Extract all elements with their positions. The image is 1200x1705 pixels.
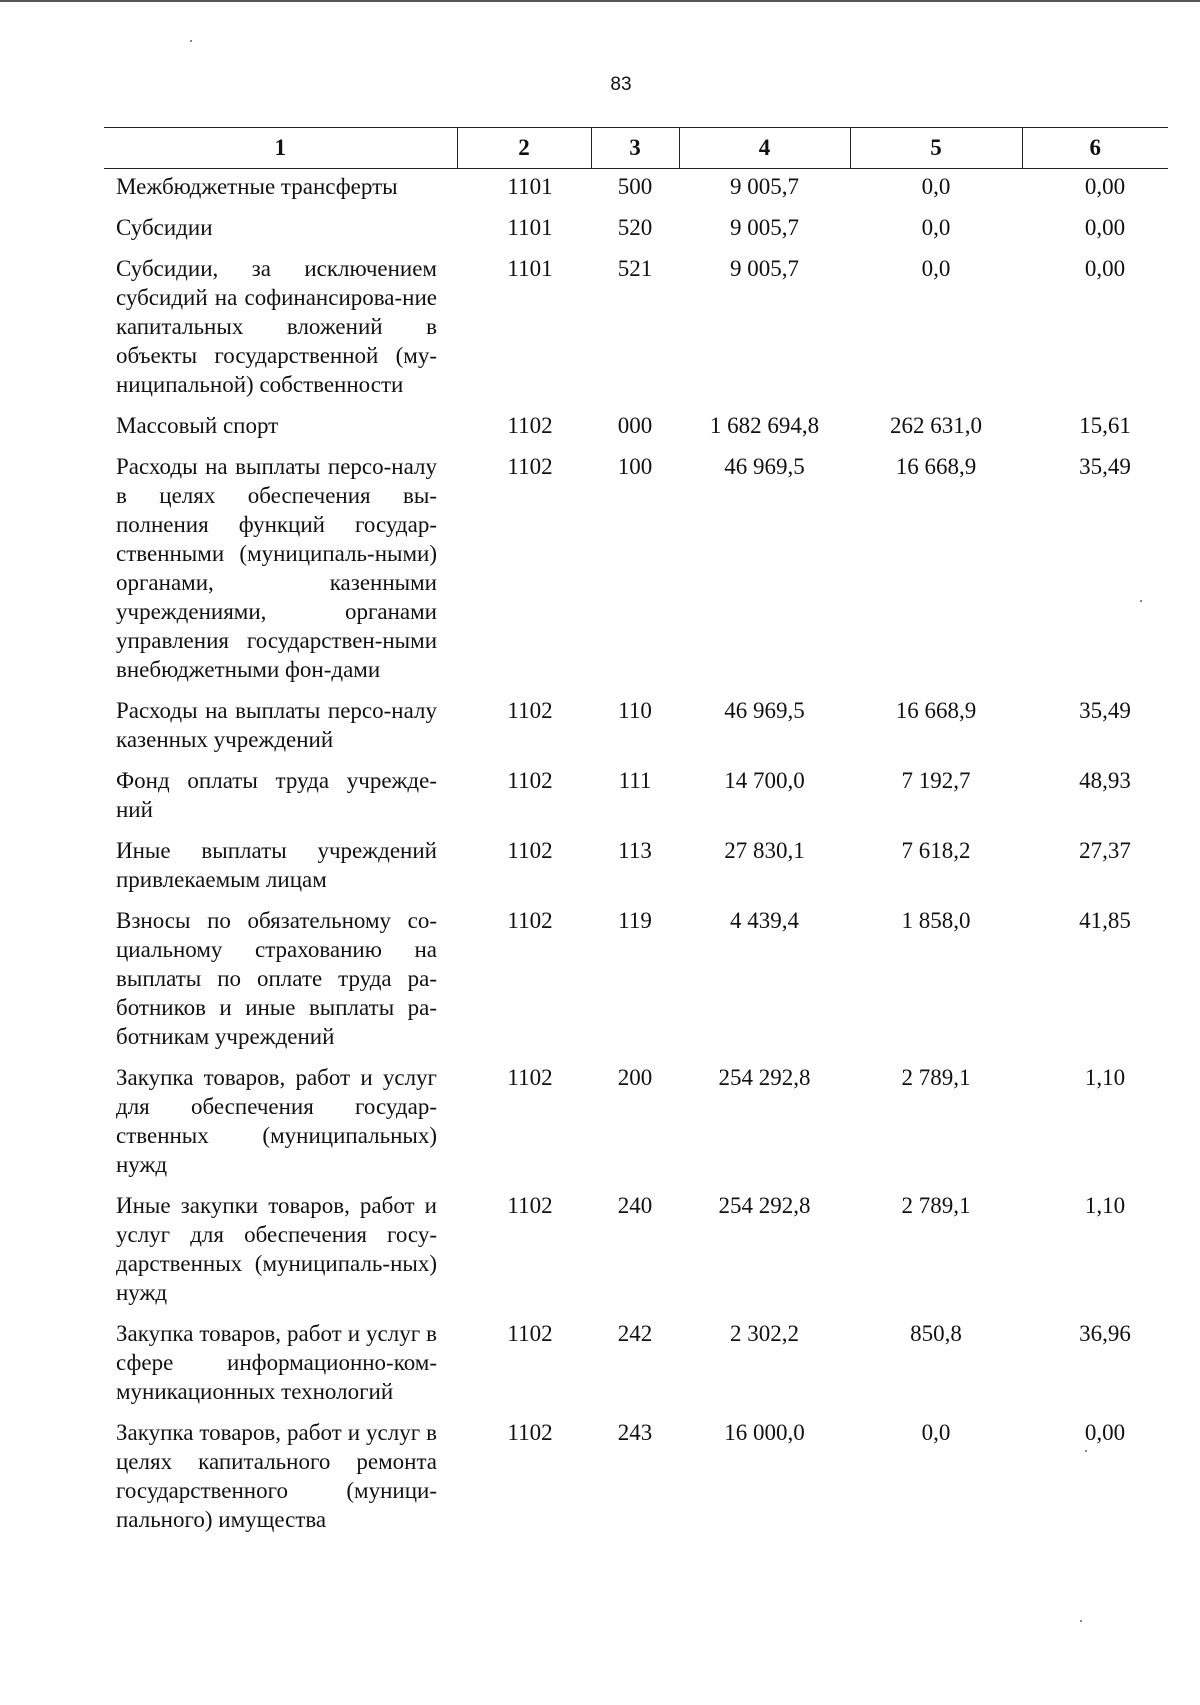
row-name: Массовый спорт	[116, 413, 279, 438]
table-row	[104, 1311, 1168, 1410]
row-name: Субсидии, за исключением субсидий на софинансирова-ние капитальных вложений в объекты государственной (му-ниципальной) собственности	[116, 256, 437, 397]
row-percent: 0,00	[1084, 174, 1126, 199]
row-percent: 35,49	[1079, 454, 1131, 479]
row-name: Расходы на выплаты персо-налу в целях обеспечения вы-полнения функций государ-ственными (муниципаль-ными) органами, казенными учреждениями, органами управления государствен-ными внебюджетными фон-дами	[116, 454, 437, 682]
row-section: 1101	[507, 174, 553, 199]
row-plan: 4 439,4	[730, 908, 799, 933]
row-name: Иные выплаты учреждений привлекаемым лицам	[116, 838, 437, 892]
page-number: 83	[610, 74, 632, 95]
row-percent: 1,10	[1084, 1065, 1126, 1090]
row-section: 1101	[507, 215, 553, 240]
row-name: Закупка товаров, работ и услуг для обеспечения государ-ственных (муниципальных) нужд	[116, 1065, 437, 1177]
row-actual: 2 789,1	[901, 1065, 971, 1090]
row-actual: 1 858,0	[901, 908, 971, 933]
row-actual: 16 668,9	[895, 454, 977, 479]
row-percent: 27,37	[1079, 838, 1131, 863]
table-row	[104, 1183, 1168, 1311]
row-percent: 0,00	[1084, 215, 1126, 240]
header-col-6: 6	[1022, 128, 1168, 169]
row-section: 1102	[507, 1321, 553, 1346]
table-row	[104, 898, 1168, 1055]
scan-edge	[0, 0, 1200, 2]
row-plan: 27 830,1	[724, 838, 805, 863]
row-actual: 0,0	[921, 174, 951, 199]
row-actual: 850,8	[910, 1321, 962, 1346]
scan-speck	[1140, 600, 1142, 602]
table-row	[104, 169, 1168, 206]
table-body	[104, 169, 1168, 1539]
row-plan: 46 969,5	[724, 698, 805, 723]
row-percent: 0,00	[1084, 1420, 1126, 1445]
scan-speck	[1085, 1450, 1087, 1452]
budget-table	[104, 127, 1168, 1538]
row-section: 1102	[507, 1193, 553, 1218]
row-code: 242	[617, 1321, 653, 1346]
table-row	[104, 205, 1168, 246]
row-name: Закупка товаров, работ и услуг в целях капитального ремонта государственного (муници-пального) имущества	[116, 1420, 437, 1532]
row-name: Субсидии	[116, 215, 213, 240]
row-code: 100	[617, 454, 653, 479]
row-plan: 14 700,0	[724, 768, 805, 793]
row-section: 1102	[507, 413, 553, 438]
row-plan: 254 292,8	[718, 1193, 811, 1218]
row-actual: 7 192,7	[901, 768, 971, 793]
header-col-1: 1	[104, 128, 457, 169]
row-percent: 36,96	[1079, 1321, 1131, 1346]
row-percent: 0,00	[1084, 256, 1126, 281]
row-section: 1102	[507, 768, 553, 793]
row-percent: 15,61	[1079, 413, 1131, 438]
row-actual: 2 789,1	[901, 1193, 971, 1218]
row-code: 520	[617, 215, 653, 240]
row-name: Межбюджетные трансферты	[116, 174, 398, 199]
row-actual: 262 631,0	[890, 413, 982, 438]
row-percent: 41,85	[1079, 908, 1131, 933]
table-row	[104, 444, 1168, 688]
header-col-3: 3	[591, 128, 679, 169]
scan-speck	[1080, 1620, 1082, 1622]
row-section: 1102	[507, 838, 553, 863]
table-row	[104, 828, 1168, 898]
row-plan: 46 969,5	[724, 454, 805, 479]
table-row	[104, 1410, 1168, 1538]
row-code: 243	[617, 1420, 653, 1445]
scan-speck	[190, 40, 192, 42]
row-name: Закупка товаров, работ и услуг в сфере информационно-ком-муникационных технологий	[116, 1321, 437, 1404]
row-plan: 9 005,7	[730, 174, 799, 199]
row-section: 1102	[507, 1065, 553, 1090]
row-section: 1102	[507, 454, 553, 479]
row-plan: 9 005,7	[730, 215, 799, 240]
row-code: 119	[618, 908, 652, 933]
row-plan: 16 000,0	[724, 1420, 805, 1445]
table-row	[104, 1055, 1168, 1183]
row-section: 1102	[507, 908, 553, 933]
row-section: 1101	[507, 256, 553, 281]
row-plan: 9 005,7	[730, 256, 799, 281]
row-name: Расходы на выплаты персо-налу казенных учреждений	[116, 698, 437, 752]
row-percent: 48,93	[1079, 768, 1131, 793]
row-code: 110	[618, 698, 652, 723]
row-name: Иные закупки товаров, работ и услуг для обеспечения госу-дарственных (муниципаль-ных) нужд	[116, 1193, 437, 1305]
header-col-4: 4	[679, 128, 850, 169]
row-code: 200	[617, 1065, 653, 1090]
row-name: Взносы по обязательному со-циальному страхованию на выплаты по оплате труда ра-ботников и иные выплаты ра-ботникам учреждений	[116, 908, 437, 1049]
row-percent: 1,10	[1084, 1193, 1126, 1218]
row-actual: 7 618,2	[901, 838, 971, 863]
row-section: 1102	[507, 1420, 553, 1445]
row-code: 500	[617, 174, 653, 199]
table-row	[104, 688, 1168, 758]
row-actual: 0,0	[921, 256, 951, 281]
row-actual: 0,0	[921, 215, 951, 240]
row-name: Фонд оплаты труда учрежде-ний	[116, 768, 437, 822]
header-col-5: 5	[850, 128, 1022, 169]
row-actual: 16 668,9	[895, 698, 977, 723]
header-col-2: 2	[457, 128, 591, 169]
table-row	[104, 403, 1168, 444]
row-actual: 0,0	[921, 1420, 951, 1445]
row-code: 521	[617, 256, 653, 281]
row-section: 1102	[507, 698, 553, 723]
row-code: 111	[618, 768, 652, 793]
table-row	[104, 246, 1168, 403]
row-plan: 1 682 694,8	[709, 413, 820, 438]
table-header-row	[104, 128, 1168, 169]
row-plan: 254 292,8	[718, 1065, 811, 1090]
row-plan: 2 302,2	[730, 1321, 799, 1346]
table-row	[104, 758, 1168, 828]
row-percent: 35,49	[1079, 698, 1131, 723]
row-code: 113	[618, 838, 652, 863]
row-code: 240	[617, 1193, 653, 1218]
row-code: 000	[617, 413, 653, 438]
